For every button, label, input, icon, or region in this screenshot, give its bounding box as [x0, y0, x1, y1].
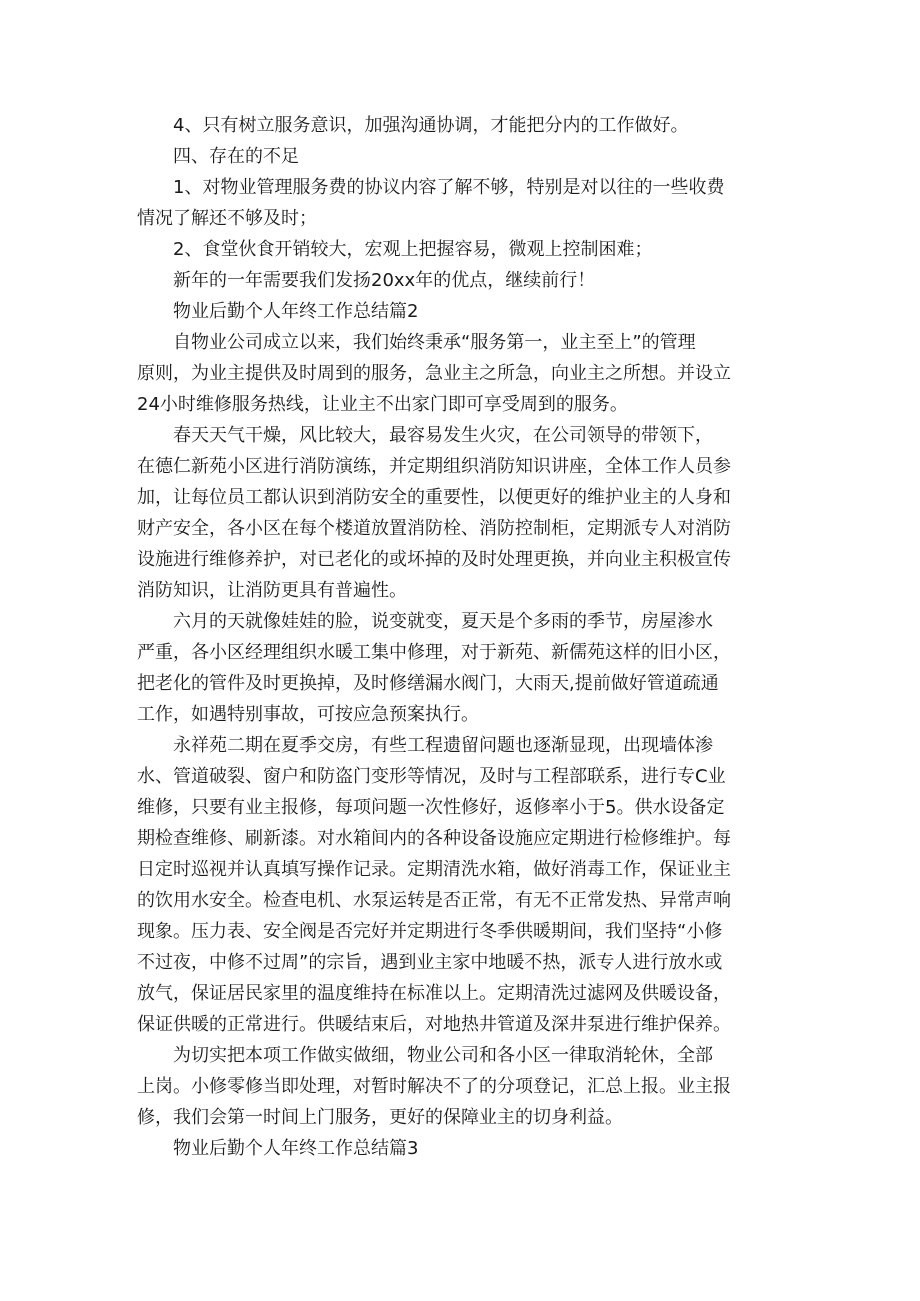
text-line: 原则，为业主提供及时周到的服务，急业主之所急，向业主之所想。并设立 [137, 363, 731, 384]
text-line: 设施进行维修养护，对已老化的或坏掉的及时处理更换，并向业主积极宣传 [137, 549, 731, 570]
list-item: 1、对物业管理服务费的协议内容了解不够，特别是对以往的一些收费 [173, 177, 725, 198]
text-line: 为切实把本项工作做实做细，物业公司和各小区一律取消轮休，全部 [173, 1045, 713, 1066]
list-item: 4、只有树立服务意识，加强沟通协调，才能把分内的工作做好。 [173, 115, 689, 136]
text-line: 的饮用水安全。检查电机、水泵运转是否正常，有无不正常发热、异常声响 [137, 890, 731, 911]
text-line: 永祥苑二期在夏季交房，有些工程遗留问题也逐渐显现，出现墙体渗 [173, 735, 713, 756]
text-line: 上岗。小修零修当即处理，对暂时解决不了的分项登记，汇总上报。业主报 [137, 1076, 731, 1097]
text-line: 把老化的管件及时更换掉，及时修缮漏水阀门，大雨天,提前做好管道疏通 [137, 673, 719, 694]
text-line: 维修，只要有业主报修，每项问题一次性修好，返修率小于5。供水设备定 [137, 797, 725, 818]
text-line: 加，让每位员工都认识到消防安全的重要性，以便更好的维护业主的人身和 [137, 487, 731, 508]
text-line: 新年的一年需要我们发扬20xx年的优点，继续前行！ [173, 270, 596, 291]
article-title: 物业后勤个人年终工作总结篇2 [173, 301, 419, 322]
list-item: 2、食堂伙食开销较大，宏观上把握容易，微观上控制困难； [173, 239, 653, 260]
text-line: 现象。压力表、安全阀是否完好并定期进行冬季供暖期间，我们坚持“小修 [137, 921, 723, 942]
text-line: 放气，保证居民家里的温度维持在标准以上。定期清洗过滤网及供暖设备， [137, 983, 731, 1004]
section-heading: 四、存在的不足 [173, 146, 299, 167]
text-line: 严重，各小区经理组织水暖工集中修理，对于新苑、新儒苑这样的旧小区， [137, 642, 731, 663]
text-line: 在德仁新苑小区进行消防演练，并定期组织消防知识讲座，全体工作人员参 [137, 456, 731, 477]
text-line: 不过夜，中修不过周”的宗旨，遇到业主家中地暖不热，派专人进行放水或 [137, 952, 723, 973]
text-line: 24小时维修服务热线，让业主不出家门即可享受周到的服务。 [137, 394, 628, 415]
text-line: 工作，如遇特别事故，可按应急预案执行。 [137, 704, 479, 725]
text-line: 情况了解还不够及时； [137, 208, 317, 229]
text-line: 春天天气干燥，风比较大，最容易发生火灾，在公司领导的带领下， [173, 425, 713, 446]
text-line: 保证供暖的正常进行。供暖结束后，对地热井管道及深井泵进行维护保养。 [137, 1014, 731, 1035]
text-line: 自物业公司成立以来，我们始终秉承“服务第一，业主至上”的管理 [173, 332, 696, 353]
text-line: 水、管道破裂、窗户和防盗门变形等情况，及时与工程部联系，进行专C业 [137, 766, 726, 787]
text-line: 财产安全，各小区在每个楼道放置消防栓、消防控制柜，定期派专人对消防 [137, 518, 731, 539]
text-line: 消防知识，让消防更具有普遍性。 [137, 580, 407, 601]
text-line: 修，我们会第一时间上门服务，更好的保障业主的切身利益。 [137, 1107, 623, 1128]
text-line: 日定时巡视并认真填写操作记录。定期清洗水箱，做好消毒工作，保证业主 [137, 859, 731, 880]
document-body [137, 110, 797, 1164]
text-line: 六月的天就像娃娃的脸，说变就变，夏天是个多雨的季节，房屋渗水 [173, 611, 713, 632]
text-line: 期检查维修、刷新漆。对水箱间内的各种设备设施应定期进行检修维护。每 [137, 828, 731, 849]
article-title: 物业后勤个人年终工作总结篇3 [173, 1138, 419, 1159]
